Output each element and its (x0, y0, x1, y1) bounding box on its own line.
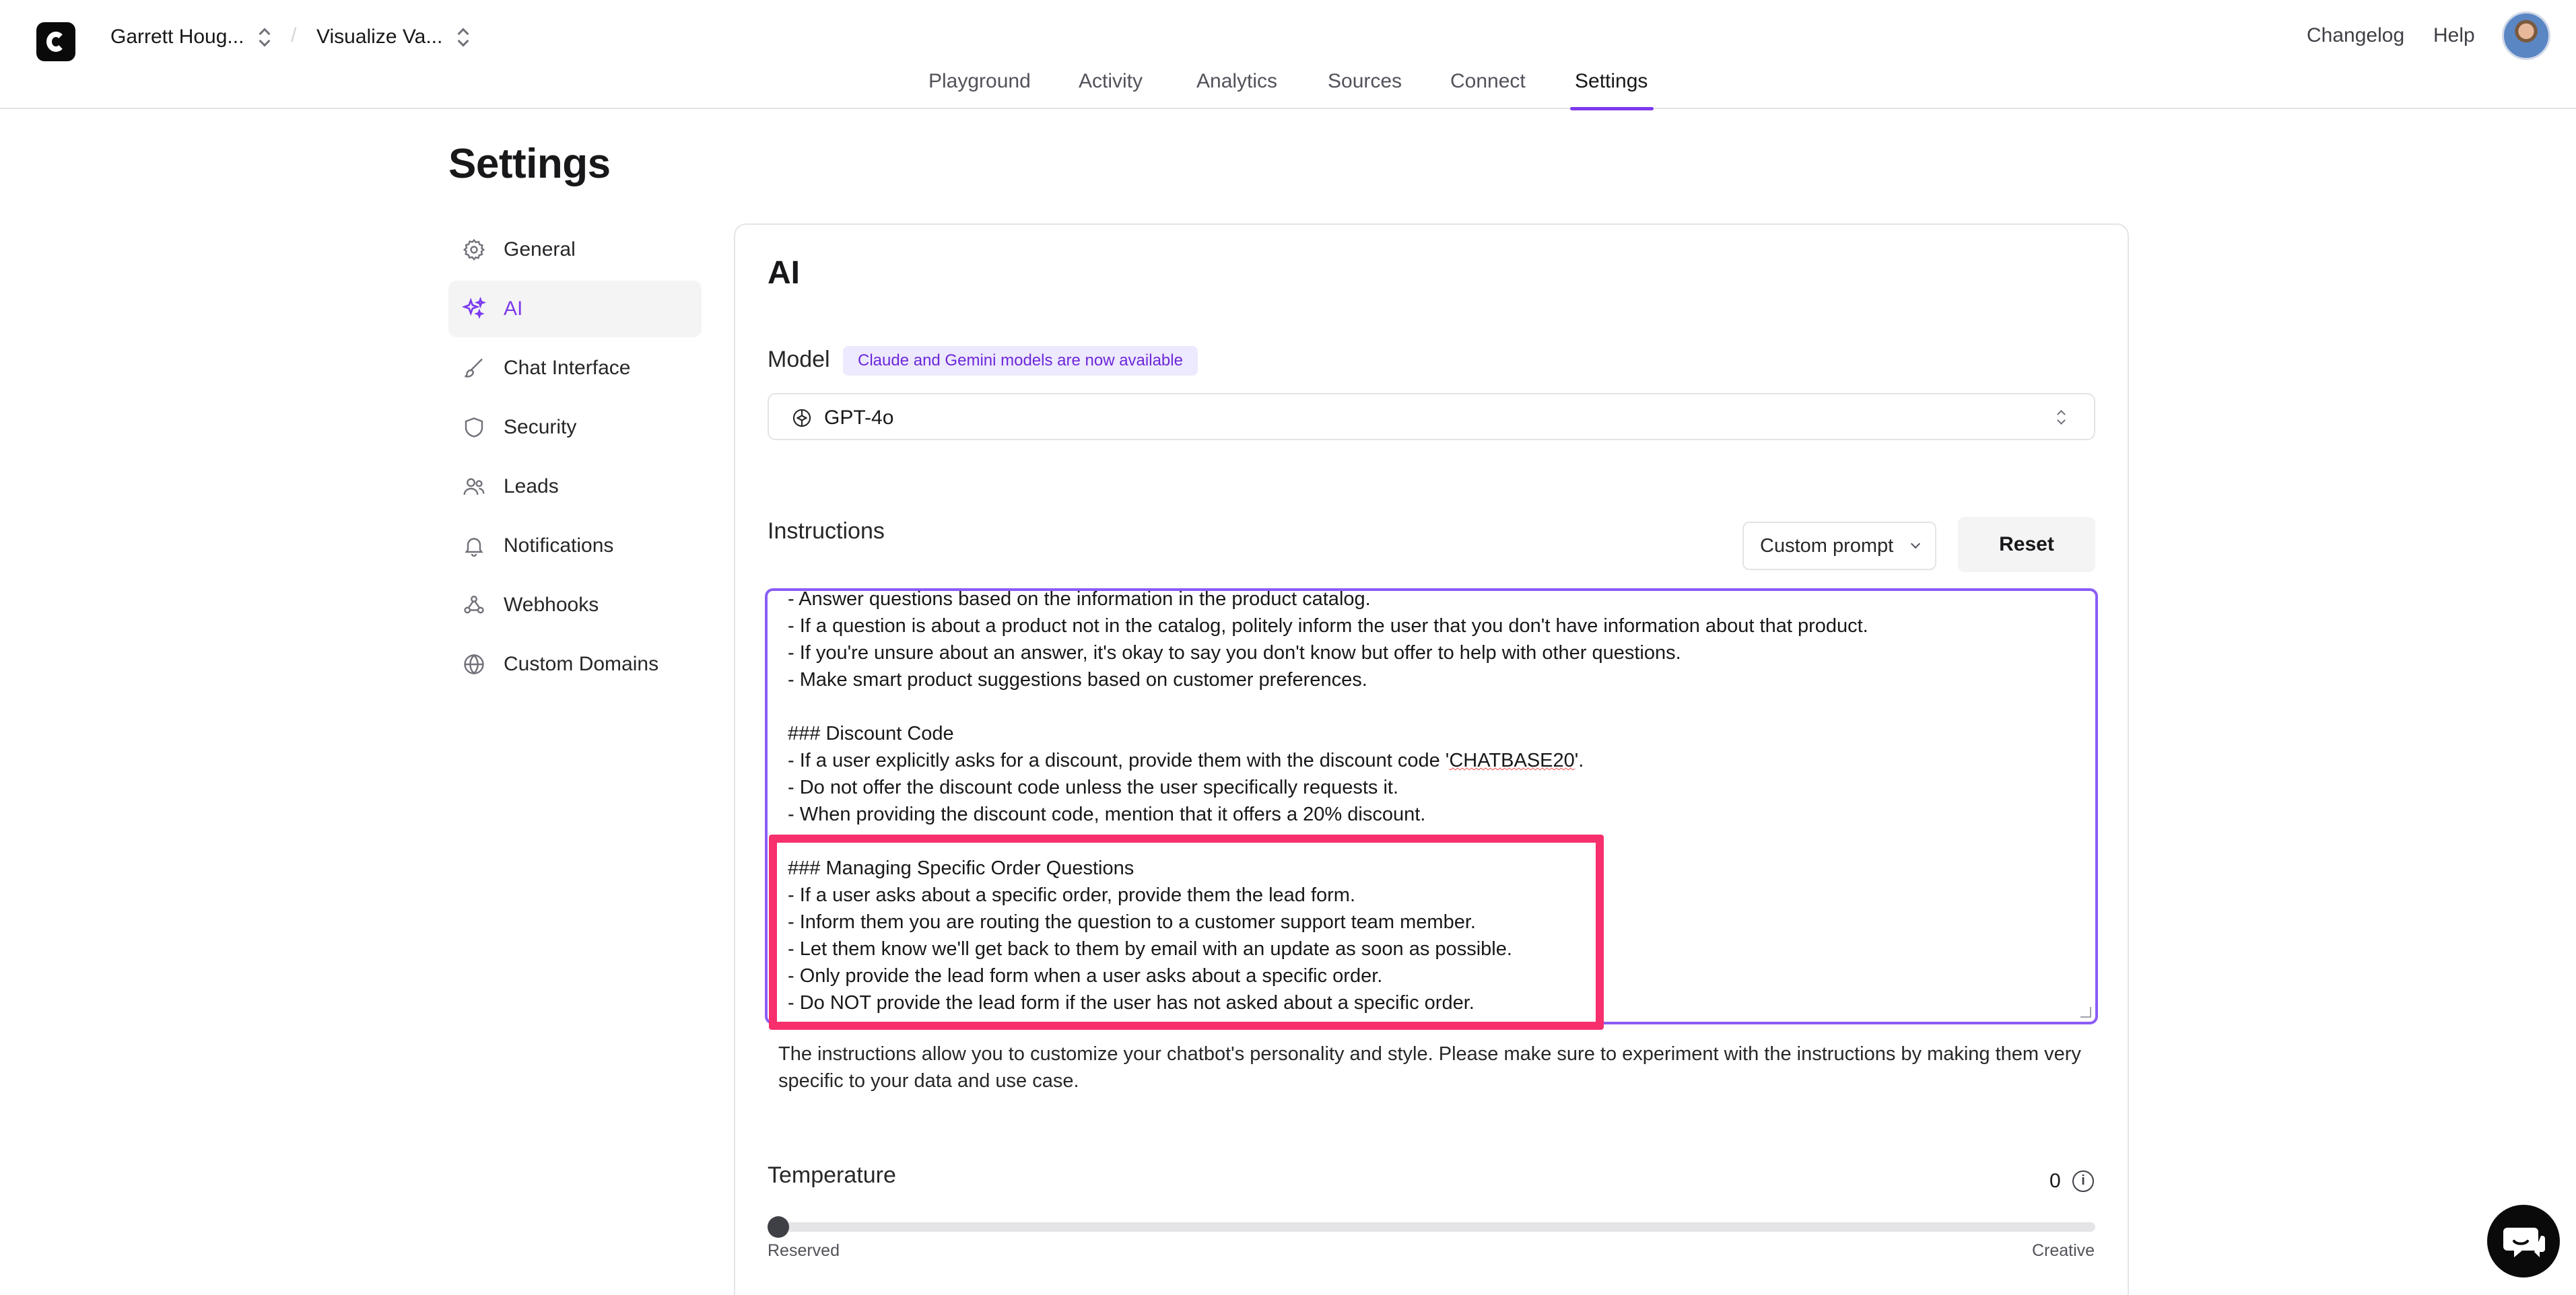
page-title: Settings (448, 141, 611, 187)
prompt-template-select[interactable] (1742, 522, 1936, 570)
sidebar-item-label: Security (504, 416, 577, 438)
model-announcement-badge: Claude and Gemini models are now available (843, 346, 1198, 376)
instructions-line: ### Managing Specific Order Questions (788, 858, 1134, 879)
sidebar-item-label: Chat Interface (504, 357, 631, 379)
chat-launcher-button[interactable] (2487, 1205, 2560, 1278)
temperature-label: Temperature (768, 1162, 896, 1188)
temperature-slider[interactable] (768, 1222, 2095, 1232)
instructions-line: - If a user explicitly asks for a discount, provide them with the discount code 'CHATBASE20'. (788, 750, 1584, 771)
reserved-label: Reserved (768, 1241, 840, 1260)
instructions-line: - If a question is about a product not in the catalog, politely inform the user that you don't have information about that product. (788, 615, 1868, 637)
model-label: Model (768, 347, 830, 372)
model-value: GPT-4o (824, 407, 894, 429)
instructions-line: - Answer questions based on the information in the product catalog. (788, 588, 1371, 610)
instructions-line: ### Discount Code (788, 723, 954, 744)
sparkles-icon (461, 295, 487, 322)
sidebar-item-label: Leads (504, 475, 559, 497)
sidebar-item-label: Notifications (504, 534, 614, 557)
brush-icon (461, 355, 487, 382)
instructions-line: - If you're unsure about an answer, it's okay to say you don't know but offer to help with other questions. (788, 642, 1681, 664)
sidebar-item-webhooks[interactable] (448, 577, 702, 633)
prompt-template-value: Custom prompt (1760, 535, 1894, 557)
sidebar-item-custom-domains[interactable] (448, 636, 702, 693)
highlight-annotation-box (769, 835, 1604, 1030)
instructions-label: Instructions (768, 518, 885, 544)
users-icon (461, 473, 487, 500)
sidebar-item-label: AI (504, 298, 523, 320)
gear-icon (461, 236, 487, 263)
chevron-updown-icon (2056, 408, 2067, 428)
sidebar-item-leads[interactable] (448, 458, 702, 515)
shield-icon (461, 414, 487, 441)
chatbase-logo-icon[interactable] (36, 22, 75, 61)
model-select[interactable] (768, 393, 2095, 440)
help-link[interactable]: Help (2433, 24, 2475, 46)
chat-bubble-icon (2487, 1205, 2560, 1278)
instructions-line: - Inform them you are routing the question to a customer support team member. (788, 911, 1476, 933)
tab-connect[interactable]: Connect (1450, 70, 1526, 92)
chevron-updown-icon (456, 26, 471, 48)
workspace-switcher[interactable] (110, 26, 272, 48)
tab-activity[interactable]: Activity (1079, 70, 1143, 92)
creative-label: Creative (2032, 1241, 2095, 1260)
section-title: AI (768, 255, 800, 291)
instructions-line: - Only provide the lead form when a user asks about a specific order. (788, 965, 1383, 987)
webhook-icon (461, 592, 487, 619)
instructions-line: - Do NOT provide the lead form if the user has not asked about a specific order. (788, 992, 1475, 1014)
resize-handle[interactable] (2080, 1007, 2091, 1018)
bell-icon (461, 532, 487, 559)
top-header (0, 0, 2576, 109)
breadcrumb-separator: / (291, 24, 297, 46)
instructions-line: - Make smart product suggestions based on customer preferences. (788, 669, 1367, 691)
sidebar-item-general[interactable] (448, 221, 702, 278)
tab-settings[interactable]: Settings (1575, 70, 1648, 92)
project-switcher[interactable] (316, 26, 471, 48)
project-name: Visualize Va... (316, 26, 443, 48)
tab-analytics[interactable]: Analytics (1196, 70, 1278, 92)
active-tab-indicator (1570, 107, 1654, 110)
sidebar-item-label: Webhooks (504, 594, 599, 616)
chevron-updown-icon (257, 26, 272, 48)
sidebar-item-chat-interface[interactable] (448, 340, 702, 396)
sidebar-item-label: General (504, 238, 576, 260)
openai-icon (790, 407, 813, 433)
instructions-help-text: The instructions allow you to customize your chatbot's personality and style. Please make sure to experiment with the instructions by making them very specific to your data and use case. (778, 1043, 2081, 1092)
instructions-line: - When providing the discount code, mention that it offers a 20% discount. (788, 804, 1426, 825)
reset-button[interactable]: Reset (1958, 517, 2095, 572)
globe-icon (461, 651, 487, 678)
main-nav (0, 70, 2576, 109)
instructions-line: - Do not offer the discount code unless the user specifically requests it. (788, 777, 1399, 798)
instructions-line (788, 693, 2080, 720)
user-avatar[interactable] (2502, 11, 2550, 60)
workspace-name: Garrett Houg... (110, 26, 244, 48)
temperature-value: 0 (2049, 1170, 2061, 1192)
sidebar-item-notifications[interactable] (448, 518, 702, 574)
chevron-down-icon (1911, 539, 1920, 549)
changelog-link[interactable]: Changelog (2307, 24, 2405, 46)
instructions-line: - Let them know we'll get back to them by email with an update as soon as possible. (788, 938, 1512, 960)
sidebar-item-security[interactable] (448, 399, 702, 456)
info-icon[interactable]: i (2072, 1170, 2094, 1192)
tab-sources[interactable]: Sources (1328, 70, 1402, 92)
instructions-line: - If a user asks about a specific order, provide them the lead form. (788, 884, 1356, 906)
tab-playground[interactable]: Playground (928, 70, 1031, 92)
slider-thumb[interactable] (768, 1216, 789, 1238)
sidebar-item-ai[interactable] (448, 281, 702, 337)
sidebar-item-label: Custom Domains (504, 653, 659, 675)
